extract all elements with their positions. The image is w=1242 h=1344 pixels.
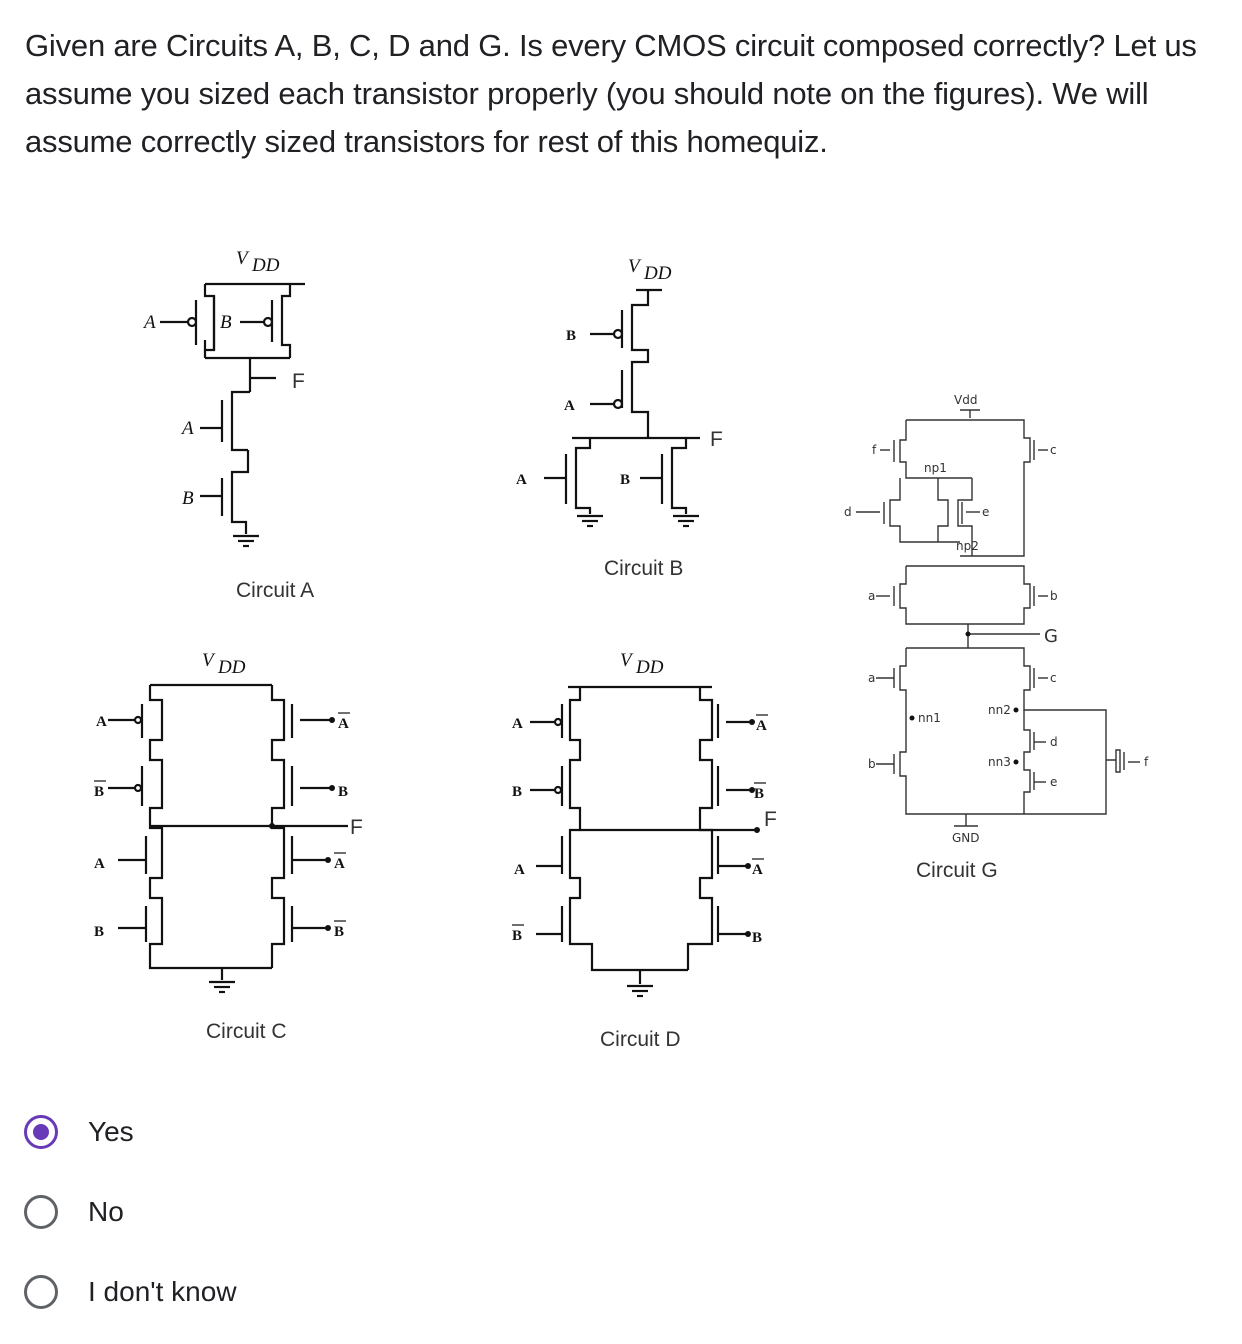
circuit-d-in-a: A bbox=[512, 716, 523, 732]
circuit-c-in-a2: A bbox=[94, 856, 105, 872]
circuit-b-input-b: B bbox=[566, 328, 577, 344]
circuit-g-vdd: Vdd bbox=[954, 393, 978, 407]
circuit-d-schematic bbox=[512, 650, 777, 1051]
option-no[interactable] bbox=[24, 1191, 124, 1233]
circuit-c-schematic bbox=[94, 650, 363, 1043]
option-yes-label: Yes bbox=[88, 1116, 134, 1147]
circuit-c-in-b2: B bbox=[94, 924, 105, 940]
circuit-d-in-abar: A bbox=[756, 718, 767, 734]
circuit-b-caption: Circuit B bbox=[604, 557, 684, 580]
circuit-d-in-bbar2: B bbox=[754, 786, 765, 802]
circuit-g-np1: np1 bbox=[924, 461, 947, 475]
circuit-a-input-a2: A bbox=[182, 418, 194, 439]
circuit-c-in-abar: A bbox=[338, 716, 349, 732]
circuit-c-out-label: F bbox=[350, 816, 363, 839]
circuit-d-in-b: B bbox=[512, 784, 523, 800]
question-text: Given are Circuits A, B, C, D and G. Is every CMOS circuit composed correctly? Let us assume you sized each transistor properly (you should note on the figures). We will assume correctly sized transistors for rest of this homequiz. bbox=[25, 28, 1197, 159]
circuit-a-schematic bbox=[142, 248, 314, 602]
circuit-g-nn3: nn3 bbox=[988, 755, 1011, 769]
radio-no[interactable] bbox=[24, 1195, 58, 1229]
circuit-c-in-abar2: A bbox=[334, 856, 345, 872]
circuit-a-vdd-sub: DD bbox=[252, 255, 280, 276]
circuit-c-vdd-sub: DD bbox=[218, 657, 246, 678]
circuit-g-a2: a bbox=[868, 671, 876, 685]
option-no-label: No bbox=[88, 1196, 124, 1227]
circuit-g-d2: d bbox=[1050, 735, 1058, 749]
circuit-g-nn1: nn1 bbox=[918, 711, 941, 725]
circuit-a-out-label: F bbox=[292, 370, 305, 393]
circuit-g-f: f bbox=[872, 443, 877, 457]
radio-yes[interactable] bbox=[24, 1115, 58, 1149]
circuit-g-b1: b bbox=[1050, 589, 1058, 603]
circuit-b-input-a2: A bbox=[516, 472, 527, 488]
circuit-g-a1: a bbox=[868, 589, 876, 603]
circuit-c-caption: Circuit C bbox=[206, 1020, 287, 1043]
circuit-g-c1: c bbox=[1050, 443, 1057, 457]
circuit-g-np2: np2 bbox=[956, 539, 979, 553]
circuit-a-input-a: A bbox=[144, 312, 156, 333]
circuit-b-vdd-sub: DD bbox=[644, 263, 672, 284]
circuit-a-input-b: B bbox=[220, 312, 232, 333]
circuit-d-vdd-sub: DD bbox=[636, 657, 664, 678]
circuit-c-in-bbar2: B bbox=[334, 924, 345, 940]
circuit-g-d1: d bbox=[844, 505, 852, 519]
circuit-g-caption: Circuit G bbox=[916, 859, 998, 882]
circuit-c-in-a: A bbox=[96, 714, 107, 730]
circuit-g-gnd: GND bbox=[952, 831, 980, 845]
circuit-b-vdd-label: V bbox=[628, 256, 640, 277]
circuit-b-input-b2: B bbox=[620, 472, 631, 488]
circuit-g-out: G bbox=[1044, 626, 1058, 647]
circuit-a-caption: Circuit A bbox=[236, 579, 315, 602]
circuit-a-input-b2: B bbox=[182, 488, 194, 509]
circuit-g-b2: b bbox=[868, 757, 876, 771]
option-dont-know-label: I don't know bbox=[88, 1276, 237, 1307]
circuit-b-schematic bbox=[516, 256, 723, 580]
circuit-d-in-a2: A bbox=[514, 862, 525, 878]
circuit-g-c2: c bbox=[1050, 671, 1057, 685]
circuit-g-e1: e bbox=[982, 505, 990, 519]
circuit-c-in-bbar: B bbox=[94, 784, 105, 800]
circuit-d-vdd-label: V bbox=[620, 650, 632, 671]
circuit-d-out-label: F bbox=[764, 808, 777, 831]
circuit-c-in-b3: B bbox=[338, 784, 349, 800]
circuit-g-nn2: nn2 bbox=[988, 703, 1011, 717]
circuit-d-caption: Circuit D bbox=[600, 1028, 681, 1051]
circuit-c-vdd-label: V bbox=[202, 650, 214, 671]
radio-dont-know[interactable] bbox=[24, 1275, 58, 1309]
circuit-d-in-b2: B bbox=[752, 930, 763, 946]
circuit-g-f2: f bbox=[1144, 755, 1149, 769]
circuit-g-schematic bbox=[844, 393, 1149, 882]
circuit-d-in-bbar: B bbox=[512, 928, 523, 944]
circuit-a-vdd-label: V bbox=[236, 248, 248, 269]
option-dont-know[interactable] bbox=[24, 1271, 237, 1313]
circuit-b-input-a: A bbox=[564, 398, 575, 414]
circuit-d-in-abar2: A bbox=[752, 862, 763, 878]
circuit-g-e2: e bbox=[1050, 775, 1058, 789]
circuit-b-out-label: F bbox=[710, 428, 723, 451]
option-yes[interactable] bbox=[24, 1111, 134, 1153]
